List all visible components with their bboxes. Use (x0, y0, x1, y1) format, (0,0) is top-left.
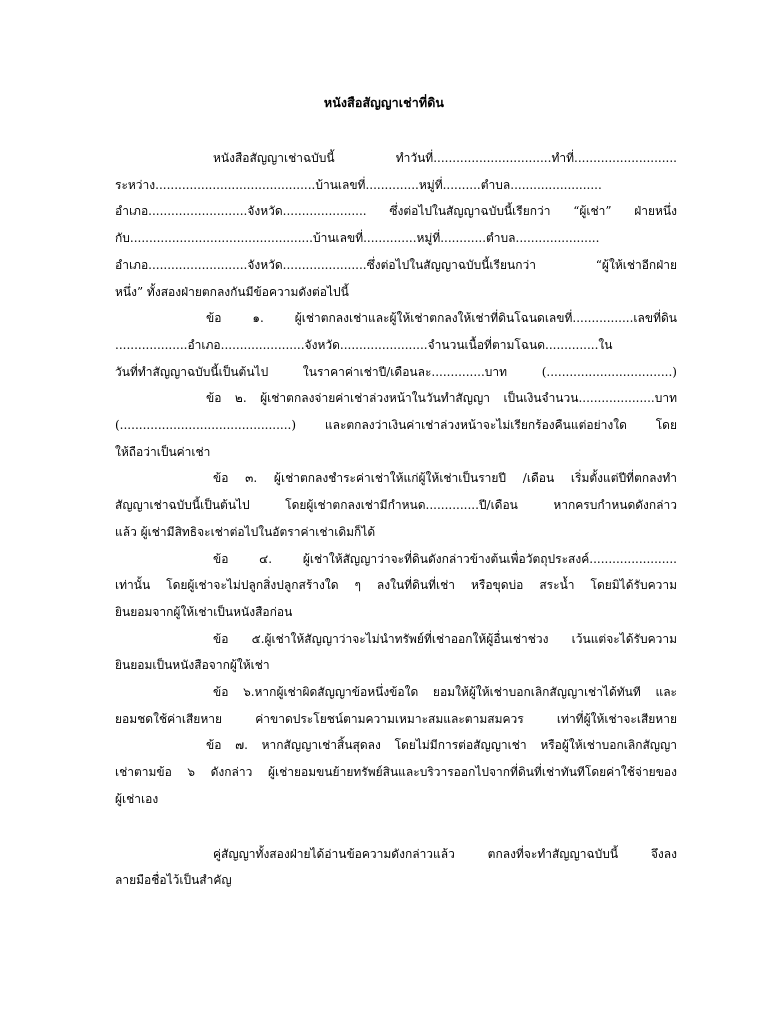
intro-paragraph (115, 145, 677, 305)
clause-2-line-1: ข้อ ๒. ผู้เช่าตกลงจ่ายค่าเช่าล่วงหน้าในวันทำสัญญา เป็นเงินจำนวน....................บาท (206, 391, 677, 406)
intro-line-1: หนังสือสัญญาเช่าฉบับนี้ ทำวันที่...............................ทำที่........................... (213, 151, 677, 165)
document-body (115, 145, 677, 894)
clause-4-line-3: ยินยอมจากผู้ให้เช่าเป็นหนังสือก่อน (115, 604, 293, 619)
clause-2-line-2: (.............................................) และตกลงว่าเงินค่าเช่าล่วงหน้าจะไม่เรียกร้องคืนแต่อย่างใด โดย (115, 418, 677, 433)
document-title: หนังสือสัญญาเช่าที่ดิน (323, 95, 445, 110)
clause-1 (115, 305, 677, 385)
clause-7-line-2: เช่าตามข้อ ๖ ดังกล่าว ผู้เช่ายอมขนย้ายทรัพย์สินและบริวารออกไปจากที่ดินที่เช่าทันทีโดยค่าใช้จ่ายของ (115, 765, 677, 780)
clause-6-line-2: ยอมชดใช้ค่าเสียหาย ค่าขาดประโยชน์ตามความเหมาะสมและตามสมควร เท่าที่ผู้ให้เช่าจะเสียหาย (115, 711, 677, 726)
clause-6 (115, 679, 677, 732)
paragraph-gap (115, 813, 677, 841)
closing-line-2: ลายมือชื่อไว้เป็นสำคัญ (115, 873, 232, 888)
clause-1-line-3: วันที่ทำสัญญาฉบับนี้เป็นต้นไป ในราคาค่าเช่าปี/เดือนละ..............บาท (.................................) (115, 364, 677, 379)
clause-4 (115, 546, 677, 626)
clause-5-line-2: ยินยอมเป็นหนังสือจากผู้ให้เช่า (115, 658, 270, 673)
clause-1-line-1: ข้อ ๑. ผู้เช่าตกลงเช่าและผู้ให้เช่าตกลงให้เช่าที่ดินโฉนดเลขที่................เลขที่ดิน (206, 311, 677, 326)
clause-4-line-2: เท่านั้น โดยผู้เช่าจะไม่ปลูกสิ่งปลูกสร้างใด ๆ ลงในที่ดินที่เช่า หรือขุดบ่อ สระน้ำ โดยมิได้รับความ (115, 578, 677, 593)
clause-5-line-1: ข้อ ๕.ผู้เช่าให้สัญญาว่าจะไม่นำทรัพย์ที่เช่าออกให้ผู้อื่นเช่าช่วง เว้นแต่จะได้รับความ (213, 631, 677, 646)
clause-2 (115, 385, 677, 465)
intro-line-4: กับ................................................บ้านเลขที่..............หมู่ที่............ตำบล...................... (115, 231, 600, 246)
intro-line-6: หนึ่ง” ทั้งสองฝ่ายตกลงกันมีข้อความดังต่อไปนี้ (115, 284, 349, 299)
clause-1-line-2: ...................อำเภอ......................จังหวัด.......................จำนวนเนื้อที่ตามโฉนด..............ใน (115, 337, 613, 352)
clause-7-line-3: ผู้เช่าเอง (115, 791, 159, 806)
intro-line-5: อำเภอ..........................จังหวัด......................ซึ่งต่อไปในสัญญาฉบับนี้เรียนกว่า “ผู้ให้เช่าอีกฝ่าย (115, 257, 677, 272)
clause-3-line-1: ข้อ ๓. ผู้เช่าตกลงชำระค่าเช่าให้แก่ผู้ให้เช่าเป็นรายปี /เดือน เริ่มตั้งแต่ปีที่ตกลงทำ (213, 471, 677, 486)
intro-line-3: อำเภอ..........................จังหวัด...................... ซึ่งต่อไปในสัญญาฉบับนี้เรียกว่า “ผู้เช่า” ฝ่ายหนึ่ง (115, 204, 677, 219)
clause-3 (115, 465, 677, 545)
clause-7 (115, 732, 677, 812)
clause-3-line-2: สัญญาเช่าฉบับนี้เป็นต้นไป โดยผู้เช่าตกลงเช่ามีกำหนด..............ปี/เดือน หากครบกำหนดดังกล่าว (115, 498, 677, 513)
clause-2-line-3: ให้ถือว่าเป็นค่าเช่า (115, 444, 211, 459)
clause-3-line-3: แล้ว ผู้เช่ามีสิทธิจะเช่าต่อไปในอัตราค่าเช่าเดิมก็ได้ (115, 524, 376, 539)
closing-line-1: คู่สัญญาทั้งสองฝ่ายได้อ่านข้อความดังกล่าวแล้ว ตกลงที่จะทำสัญญาฉบับนี้ จึงลง (213, 846, 677, 861)
closing-paragraph (115, 841, 677, 894)
clause-4-line-1: ข้อ ๔. ผู้เช่าให้สัญญาว่าจะที่ดินดังกล่าวข้างต้นเพื่อวัตถุประสงค์....................... (213, 551, 677, 566)
clause-7-line-1: ข้อ ๗. หากสัญญาเช่าสิ้นสุดลง โดยไม่มีการต่อสัญญาเช่า หรือผู้ให้เช่าบอกเลิกสัญญา (206, 738, 677, 753)
clause-6-line-1: ข้อ ๖.หากผู้เช่าผิดสัญญาข้อหนึ่งข้อใด ยอมให้ผู้ให้เช่าบอกเลิกสัญญาเช่าได้ทันที และ (213, 685, 677, 700)
intro-line-2: ระหว่าง..........................................บ้านเลขที่..............หมู่ที่..........ตำบล........................ (115, 177, 602, 192)
clause-5 (115, 626, 677, 679)
